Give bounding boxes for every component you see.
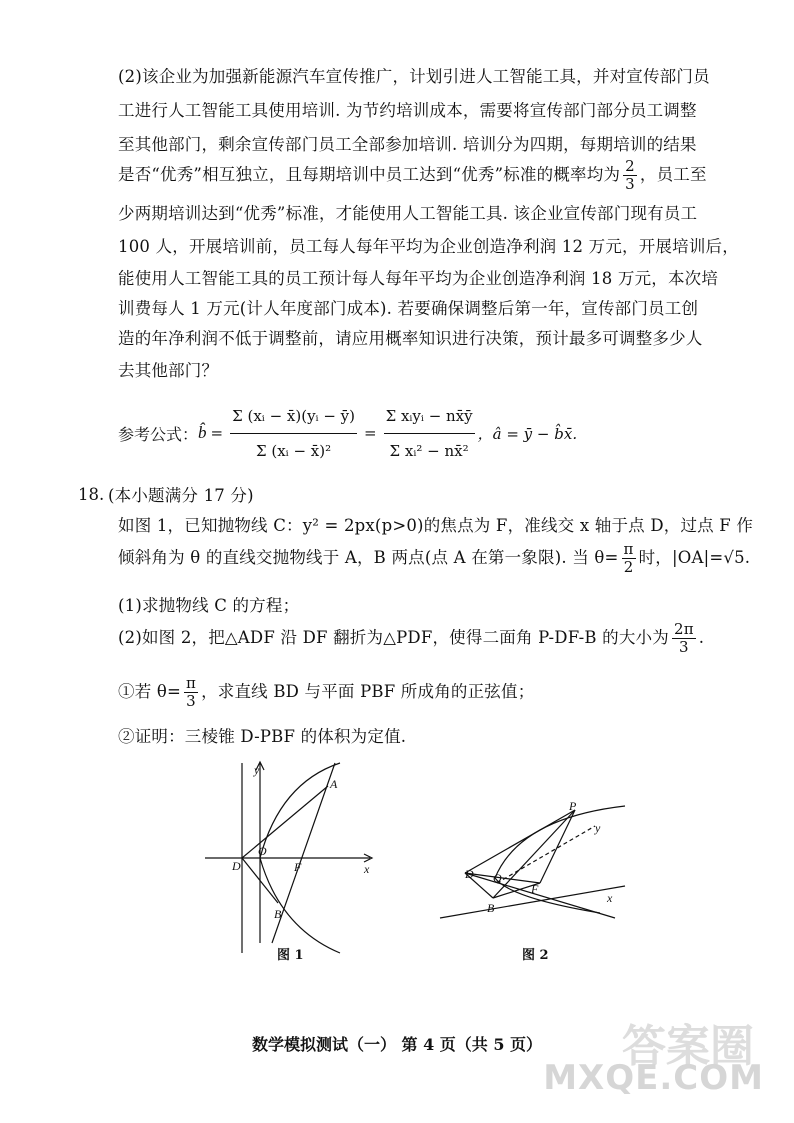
fig1-line-DA [242, 786, 328, 858]
q18-part-2-tail: . [698, 628, 705, 647]
formula-den-1: Σ (xᵢ − x̄)² [255, 441, 332, 460]
q18-part-2 [118, 621, 704, 656]
q17-line-4-tail: ，员工至 [639, 165, 707, 184]
q17-line-2: 工进行人工智能工具使用培训. 为节约培训成本，需要将宣传部门部分员工调整 [118, 101, 697, 120]
q18-line-2 [118, 541, 750, 576]
fig2-line-DP [465, 810, 575, 873]
q18-header: (本小题满分 17 分) [108, 486, 254, 505]
q17-line-4 [118, 158, 707, 193]
fig2-label-x: x [607, 891, 613, 905]
figure-2 [435, 798, 635, 923]
fig2-label-F: F [531, 882, 539, 896]
formula-den-2: Σ xᵢ² − nx̄² [389, 441, 469, 460]
fig2-dashed-y-axis [497, 826, 595, 883]
formula-fraction-2 [384, 399, 475, 468]
q18-sub-1-tail: ，求直线 BD 与平面 PBF 所成角的正弦值； [201, 682, 535, 701]
formula-equals-1: = [210, 424, 224, 442]
figure-1-caption: 图 1 [277, 948, 304, 963]
q18-line-2-text: 倾斜角为 θ 的直线交抛物线于 A，B 两点(点 A 在第一象限). 当 θ= [118, 548, 619, 567]
fraction-pi-over-3: $\frac{\pi}{3}$ [186, 674, 197, 710]
fig2-lower-curve [495, 878, 600, 913]
q17-line-5: 少两期培训达到“优秀”标准，才能使用人工智能工具. 该企业宣传部门现有员工 [118, 204, 698, 223]
b-hat: b̂ [198, 423, 207, 442]
fig1-label-A: A [330, 777, 338, 791]
fig1-label-F: F [294, 860, 302, 874]
formula-num-2: Σ xᵢyᵢ − nx̄ȳ [384, 399, 475, 434]
fig2-label-D: D [465, 867, 474, 881]
formula-label: 参考公式： [118, 424, 199, 444]
q17-line-9: 造的年净利润不低于调整前，请应用概率知识进行决策，预计最多可调整多少人 [118, 329, 703, 348]
fig1-label-D: D [232, 859, 241, 873]
q17-line-8: 训费每人 1 万元(计人年度部门成本). 若要确保调整后第一年，宣传部门员工创 [118, 299, 699, 318]
q18-sub-2: ②证明：三棱锥 D-PBF 的体积为定值. [118, 727, 407, 746]
q18-line-2-tail: 时，|OA|=√5. [638, 548, 751, 567]
fig2-label-y: y [595, 821, 601, 835]
q18-sub-1 [118, 675, 534, 710]
fig1-label-x: x [364, 862, 370, 876]
figure-2-caption: 图 2 [522, 948, 549, 963]
fig1-label-O: O [258, 844, 267, 858]
fig2-line-FP [540, 810, 575, 883]
page-footer: 数学模拟测试（一） 第 4 页（共 5 页） [251, 1035, 543, 1054]
fig2-label-B: B [487, 901, 495, 915]
q17-line-7: 能使用人工智能工具的员工预计每人每年平均为企业创造净利润 18 万元，本次培 [118, 269, 719, 288]
formula-num-1: Σ (xᵢ − x̄)(yᵢ − ȳ) [230, 399, 357, 434]
q18-number: 18. [78, 485, 105, 504]
watermark-url: MXQE.COM [543, 1058, 764, 1098]
fraction-pi-over-2: $\frac{\pi}{2}$ [623, 540, 634, 576]
figure-1 [200, 758, 380, 958]
fig1-line-AB [272, 763, 335, 943]
watermark-logo: 答案圈 [622, 1021, 754, 1072]
fig1-label-B: B [274, 907, 282, 921]
q17-line-10: 去其他部门？ [118, 361, 219, 380]
fig1-label-y: y [254, 763, 260, 777]
q18-part-2-text: (2)如图 2，把△ADF 沿 DF 翻折为△PDF，使得二面角 P-DF-B 的大小为 [118, 628, 669, 647]
fig2-line-DF [465, 873, 540, 883]
reference-formula [118, 392, 577, 474]
q17-line-1: (2)该企业为加强新能源汽车宣传推广，计划引进人工智能工具，并对宣传部门员 [118, 67, 710, 86]
q17-line-3: 至其他部门，剩余宣传部门员工全部参加培训. 培训分为四期，每期培训的结果 [118, 135, 697, 154]
q18-line-1: 如图 1，已知抛物线 C：y² = 2px(p>0)的焦点为 F，准线交 x 轴于点 D，过点 F 作 [118, 516, 754, 535]
fig2-label-O: O [493, 871, 502, 885]
formula-fraction-1 [230, 399, 357, 468]
fig2-label-P: P [569, 799, 577, 813]
q18-part-1: (1)求抛物线 C 的方程； [118, 596, 300, 615]
a-hat-formula: ，â = ȳ − b̂x̄. [477, 424, 578, 443]
q18-sub-1-text: ①若 θ= [118, 682, 182, 701]
formula-equals-2: = [364, 424, 377, 442]
fraction-2pi-over-3: $\frac{2\pi}{3}$ [673, 620, 694, 656]
fraction-two-thirds: $\frac{2}{3}$ [625, 157, 635, 193]
q17-line-6: 100 人，开展培训前，员工每人每年平均为企业创造净利润 12 万元，开展培训后， [118, 237, 739, 256]
q17-line-4-text: 是否“优秀”相互独立，且每期培训中员工达到“优秀”标准的概率均为 [118, 165, 621, 184]
